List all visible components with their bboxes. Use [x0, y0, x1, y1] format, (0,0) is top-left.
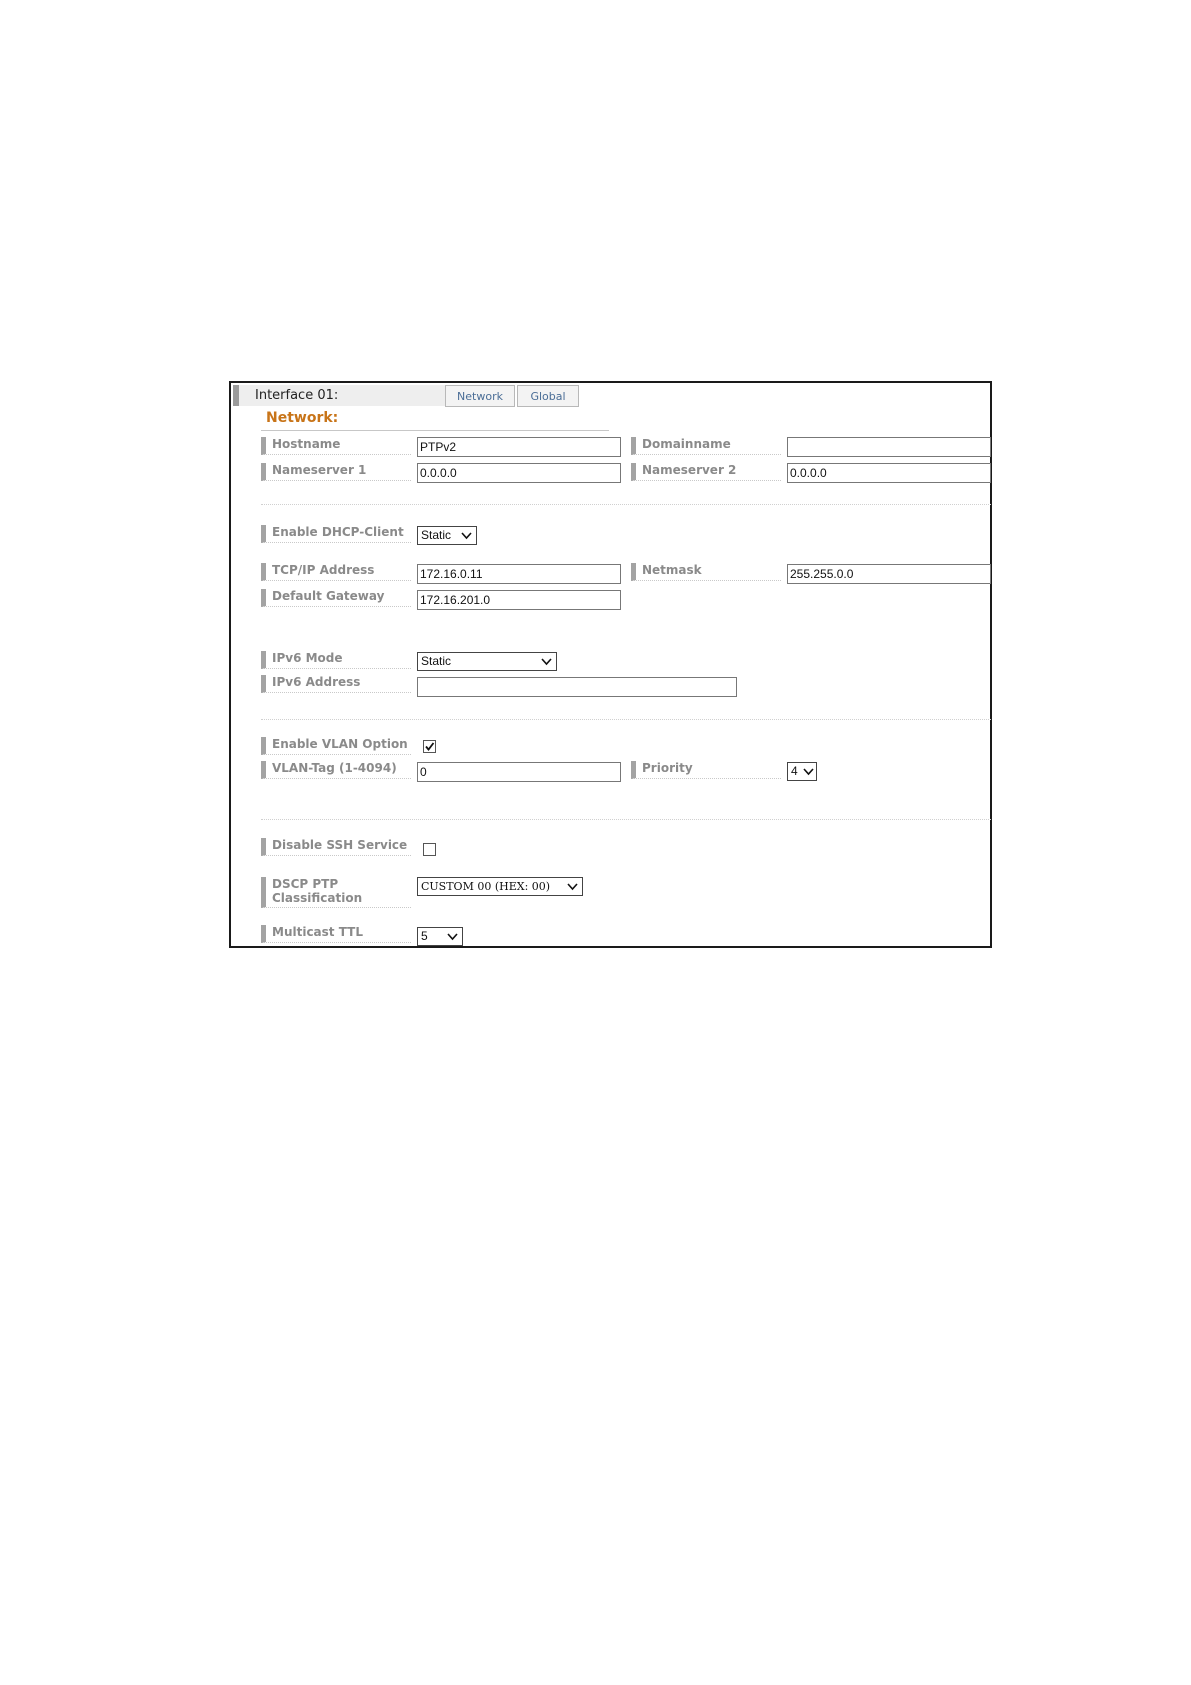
ipv6-mode-label: IPv6 Mode	[261, 651, 411, 669]
ssh-disable-label: Disable SSH Service	[261, 838, 411, 856]
chevron-down-icon	[803, 766, 814, 777]
multicast-ttl-label: Multicast TTL	[261, 925, 411, 943]
gateway-label: Default Gateway	[261, 589, 411, 607]
domainname-label: Domainname	[631, 437, 781, 455]
divider	[261, 719, 991, 720]
ipv6-mode-select-value: Static	[421, 654, 452, 668]
divider	[261, 504, 991, 505]
ipv6-mode-select[interactable]	[417, 652, 557, 671]
nameserver1-label: Nameserver 1	[261, 463, 411, 481]
section-title: Network:	[266, 410, 339, 426]
panel-title-bar	[233, 385, 473, 406]
ipv6-address-input[interactable]	[417, 677, 737, 697]
ip-address-input[interactable]: 172.16.0.11	[417, 564, 621, 584]
hostname-label: Hostname	[261, 437, 411, 455]
chevron-down-icon	[461, 530, 472, 541]
gateway-input[interactable]: 172.16.201.0	[417, 590, 621, 610]
priority-select-value: 4	[791, 764, 798, 778]
dscp-select-value: CUSTOM 00 (HEX: 00)	[421, 880, 551, 893]
vlan-tag-label: VLAN-Tag (1-4094)	[261, 761, 411, 779]
dhcp-label: Enable DHCP-Client	[261, 525, 411, 543]
tab-global[interactable]: Global	[517, 385, 579, 407]
hostname-input[interactable]: PTPv2	[417, 437, 621, 457]
ipv6-address-label: IPv6 Address	[261, 675, 411, 693]
multicast-ttl-select[interactable]	[417, 927, 463, 946]
priority-label: Priority	[631, 761, 781, 779]
divider	[261, 819, 991, 820]
chevron-down-icon	[567, 881, 578, 892]
nameserver2-input[interactable]: 0.0.0.0	[787, 463, 991, 483]
dhcp-select-value: Static	[421, 528, 452, 542]
section-divider	[261, 430, 609, 431]
dhcp-select[interactable]	[417, 526, 477, 545]
dscp-label: DSCP PTP Classification	[261, 877, 411, 908]
domainname-input[interactable]	[787, 437, 991, 457]
panel-title: Interface 01:	[255, 388, 339, 403]
interface-settings-panel	[229, 381, 992, 948]
chevron-down-icon	[541, 656, 552, 667]
dscp-select[interactable]	[417, 877, 583, 896]
netmask-input[interactable]: 255.255.0.0	[787, 564, 991, 584]
vlan-enable-checkbox[interactable]	[423, 740, 436, 753]
checkmark-icon	[424, 741, 435, 752]
nameserver2-label: Nameserver 2	[631, 463, 781, 481]
priority-select[interactable]	[787, 762, 817, 781]
netmask-label: Netmask	[631, 563, 781, 581]
ip-address-label: TCP/IP Address	[261, 563, 411, 581]
ssh-disable-checkbox[interactable]	[423, 843, 436, 856]
tab-network[interactable]: Network	[445, 385, 515, 407]
nameserver1-input[interactable]: 0.0.0.0	[417, 463, 621, 483]
chevron-down-icon	[447, 931, 458, 942]
vlan-tag-input[interactable]: 0	[417, 762, 621, 782]
vlan-enable-label: Enable VLAN Option	[261, 737, 411, 755]
multicast-ttl-select-value: 5	[421, 929, 428, 943]
